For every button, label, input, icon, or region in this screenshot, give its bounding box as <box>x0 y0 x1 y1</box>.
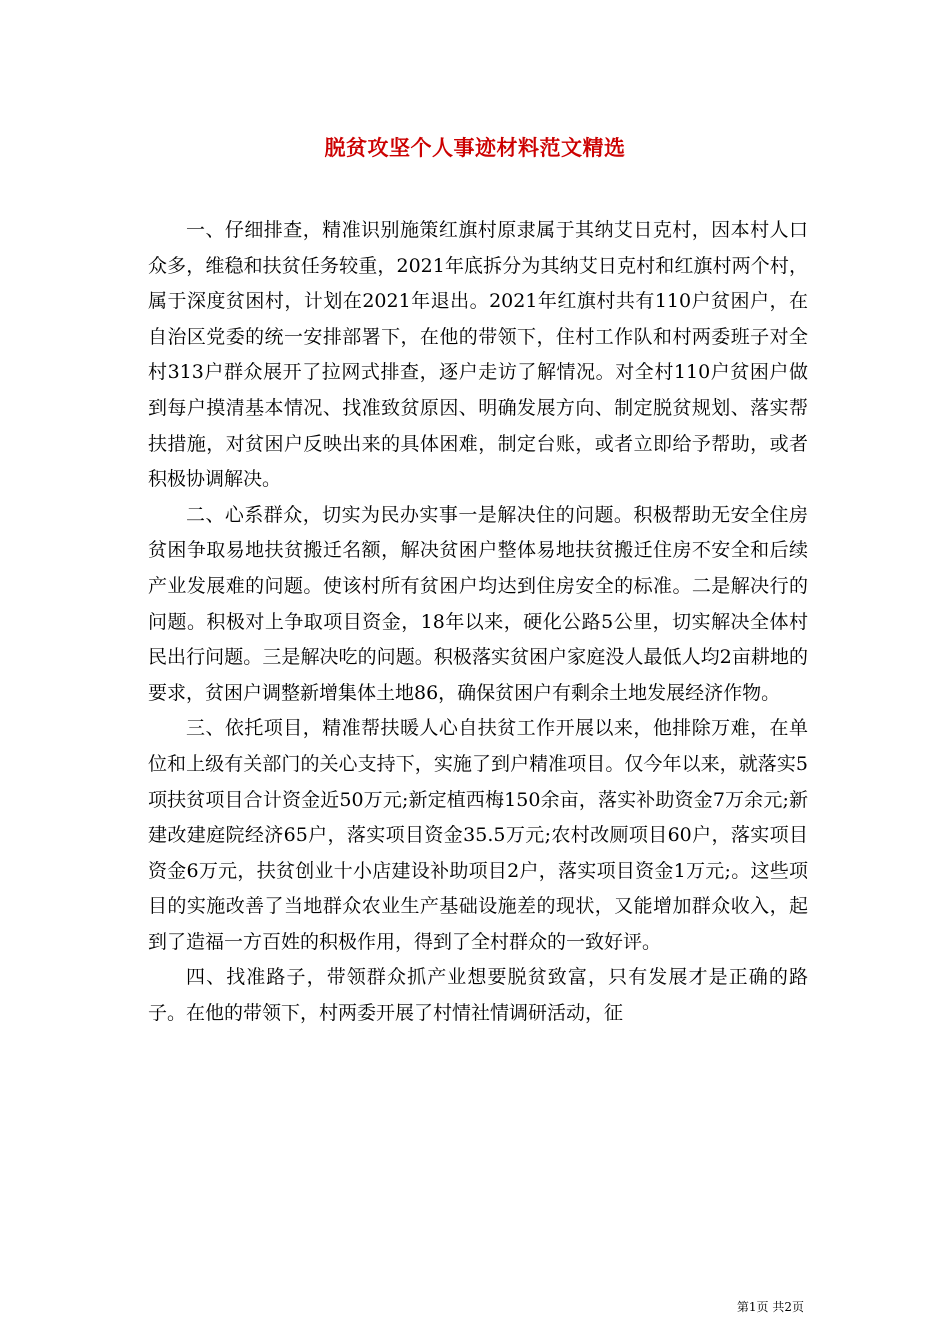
document-body <box>148 213 808 1032</box>
page-number-footer: 第1页 共2页 <box>736 1300 804 1314</box>
paragraph-1: 一、仔细排查，精准识别施策红旗村原隶属于其纳艾日克村，因本村人口众多，维稳和扶贫任务较重，2021年底拆分为其纳艾日克村和红旗村两个村，属于深度贫困村，计划在2021年退出。2021年红旗村共有110户贫困户，在自治区党委的统一安排部署下，在他的带领下，住村工作队和村两委班子对全村313户群众展开了拉网式排查，逐户走访了解情况。对全村110户贫困户做到每户摸清基本情况、找准致贫原因、明确发展方向、制定脱贫规划、落实帮扶措施，对贫困户反映出来的具体困难，制定台账，或者立即给予帮助，或者积极协调解决。 <box>148 219 808 491</box>
document-title: 脱贫攻坚个人事迹材料范文精选 <box>324 135 626 160</box>
paragraph-3: 三、依托项目，精准帮扶暖人心自扶贫工作开展以来，他排除万难，在单位和上级有关部门的关心支持下，实施了到户精准项目。仅今年以来，就落实5项扶贫项目合计资金近50万元;新定植西梅150余亩，落实补助资金7万余元;新建改建庭院经济65户，落实项目资金35.5万元;农村改厕项目60户，落实项目资金6万元，扶贫创业十小店建设补助项目2户，落实项目资金1万元;。这些项目的实施改善了当地群众农业生产基础设施差的现状，又能增加群众收入，起到了造福一方百姓的积极作用，得到了全村群众的一致好评。 <box>148 717 808 953</box>
paragraph-2: 二、心系群众，切实为民办实事一是解决住的问题。积极帮助无安全住房贫困争取易地扶贫搬迁名额，解决贫困户整体易地扶贫搬迁住房不安全和后续产业发展难的问题。使该村所有贫困户均达到住房安全的标准。二是解决行的问题。积极对上争取项目资金，18年以来，硬化公路5公里，切实解决全体村民出行问题。三是解决吃的问题。积极落实贫困户家庭没人最低人均2亩耕地的要求，贫困户调整新增集体土地86，确保贫困户有剩余土地发展经济作物。 <box>148 503 808 704</box>
paragraph-4: 四、找准路子，带领群众抓产业想要脱贫致富，只有发展才是正确的路子。在他的带领下，村两委开展了村情社情调研活动，征 <box>148 966 808 1025</box>
